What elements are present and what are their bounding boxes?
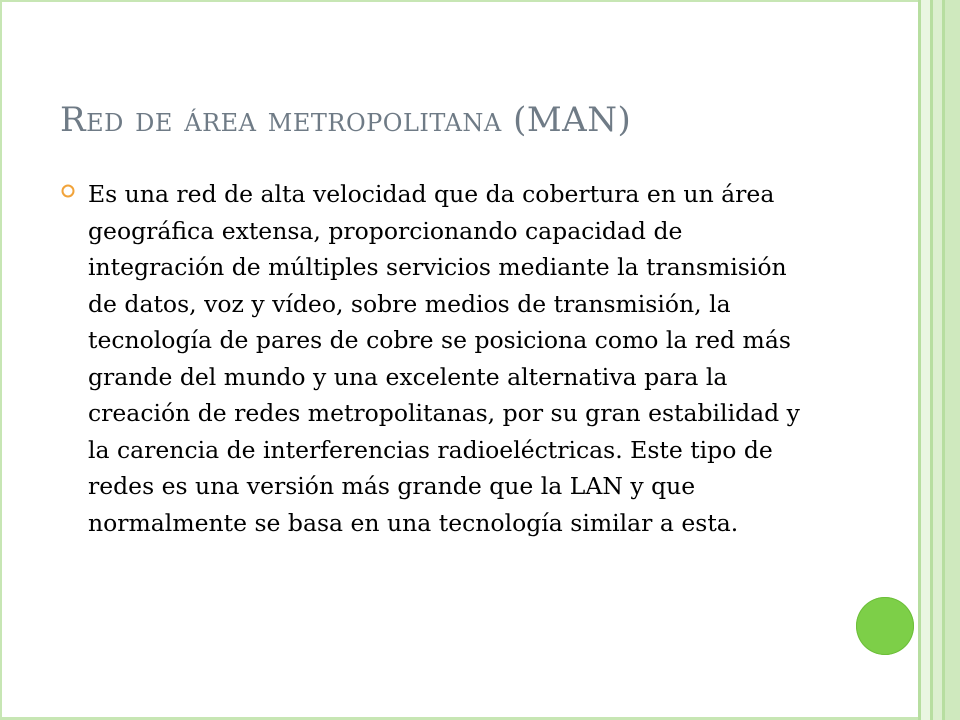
slide-title	[60, 100, 631, 140]
slide-frame-left	[0, 0, 2, 720]
slide-title-suffix: (MAN)	[513, 100, 632, 140]
side-stripe	[921, 0, 930, 720]
side-stripe	[945, 0, 960, 720]
side-stripe	[933, 0, 942, 720]
hollow-circle-bullet-icon	[60, 183, 76, 199]
bullet-item	[60, 176, 820, 541]
green-circle-decoration	[856, 597, 914, 655]
slide-frame-top	[0, 0, 920, 2]
bullet-text: Es una red de alta velocidad que da cobertura en un área geográfica extensa, proporcionando capacidad de integración de múltiples servicios mediante la transmisión de datos, voz y vídeo, sobre medios de transmisión, la tecnología de pares de cobre se posiciona como la red más grande del mundo y una excelente alternativa para la creación de redes metropolitanas, por su gran estabilidad y la carencia de interferencias radioeléctricas. Este tipo de redes es una versión más grande que la LAN y que normalmente se basa en una tecnología similar a esta.	[88, 180, 800, 537]
slide-content	[60, 176, 820, 541]
slide-title-text: Red de área metropolitana	[60, 100, 502, 140]
